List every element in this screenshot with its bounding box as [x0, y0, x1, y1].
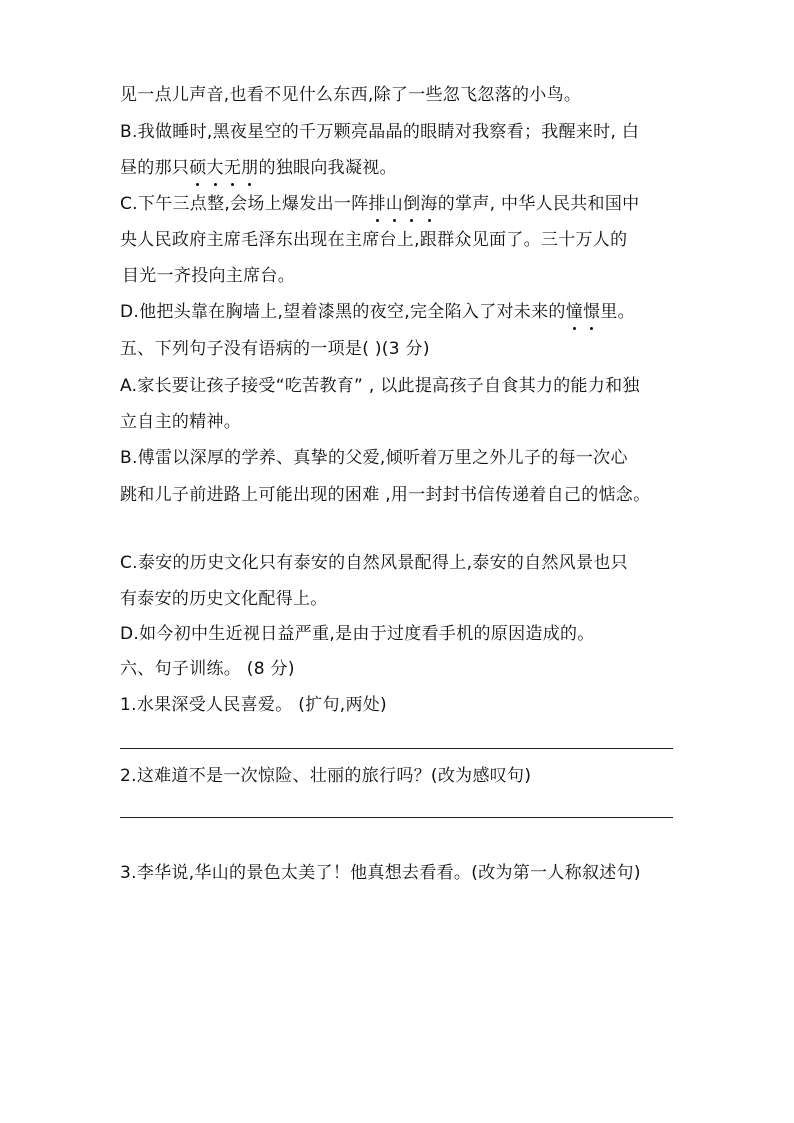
- q5-option-b-line1: B.傅雷以深厚的学养、真挚的父爱,倾听着万里之外儿子的每一次心: [120, 448, 628, 468]
- q4-option-b-line1: B.我做睡时,黑夜星空的千万颗亮晶晶的眼睛对我察看；我醒来时, 白: [120, 122, 640, 142]
- q6-item-3: 3.李华说,华山的景色太美了！他真想去看看。(改为第一人称叙述句): [120, 863, 641, 883]
- q6-title: 六、句子训练。 (8 分): [120, 659, 295, 679]
- q4-option-b-line2: [120, 157, 397, 179]
- q5-option-c-line2: 有泰安的历史文化配得上。: [120, 589, 328, 609]
- q4-option-c-line1: [120, 193, 639, 215]
- q5-option-a-line1: A.家长要让孩子接受“吃苦教育” , 以此提高孩子自食其力的能力和独: [120, 376, 640, 396]
- q6-item-2: 2.这难道不是一次惊险、壮丽的旅行吗？(改为感叹句): [120, 766, 532, 786]
- emphasis-char: 憧: [565, 302, 584, 322]
- emphasis-char: 朋: [241, 158, 259, 178]
- q5-option-b-line2: 跳和儿子前进路上可能出现的困难 ,用一封封书信传递着自己的惦念。: [120, 485, 651, 505]
- emphasis-char: 海: [420, 194, 438, 214]
- q4-option-a-tail: 见一点儿声音,也看不见什么东西,除了一些忽飞忽落的小鸟。: [120, 85, 582, 105]
- q4-option-c-line3: 目光一齐投向主席台。: [122, 266, 295, 286]
- q5-title: 五、下列句子没有语病的一项是( )(3 分): [120, 339, 430, 359]
- answer-line-2[interactable]: [120, 817, 673, 818]
- text-segment: D.他把头靠在胸墙上,望着漆黑的夜空,完全陷入了对未来的: [120, 302, 566, 322]
- emphasis-char: 硕: [189, 158, 207, 178]
- text-segment: 里。: [600, 302, 635, 322]
- q5-option-d-line1: D.如今初中生近视日益严重,是由于过度看手机的原因造成的。: [120, 624, 595, 644]
- answer-line-1[interactable]: [120, 748, 673, 749]
- emphasis-char: 山: [385, 194, 404, 214]
- emphasis-char: 憬: [583, 302, 601, 322]
- q5-option-a-line2: 立自主的精神。: [120, 412, 242, 432]
- q4-option-d-line1: [120, 301, 635, 323]
- q6-item-1: 1.水果深受人民喜爱。 (扩句,两处): [120, 695, 387, 715]
- q5-option-c-line1: C.泰安的历史文化只有泰安的自然风景配得上,泰安的自然风景也只: [120, 553, 628, 573]
- text-segment: 的掌声, 中华人民共和国中: [437, 194, 640, 214]
- emphasis-char: 倒: [403, 194, 421, 214]
- text-segment: C.下午三点整,会场上爆发出一阵: [120, 194, 369, 214]
- emphasis-char: 排: [368, 194, 386, 214]
- q4-option-c-line2: 央人民政府主席毛泽东出现在主席台上,跟群众见面了。三十万人的: [120, 230, 628, 250]
- emphasis-char: 大: [206, 158, 224, 178]
- emphasis-char: 无: [223, 158, 242, 178]
- text-segment: 昼的那只: [120, 158, 190, 178]
- text-segment: 的独眼向我凝视。: [258, 158, 397, 178]
